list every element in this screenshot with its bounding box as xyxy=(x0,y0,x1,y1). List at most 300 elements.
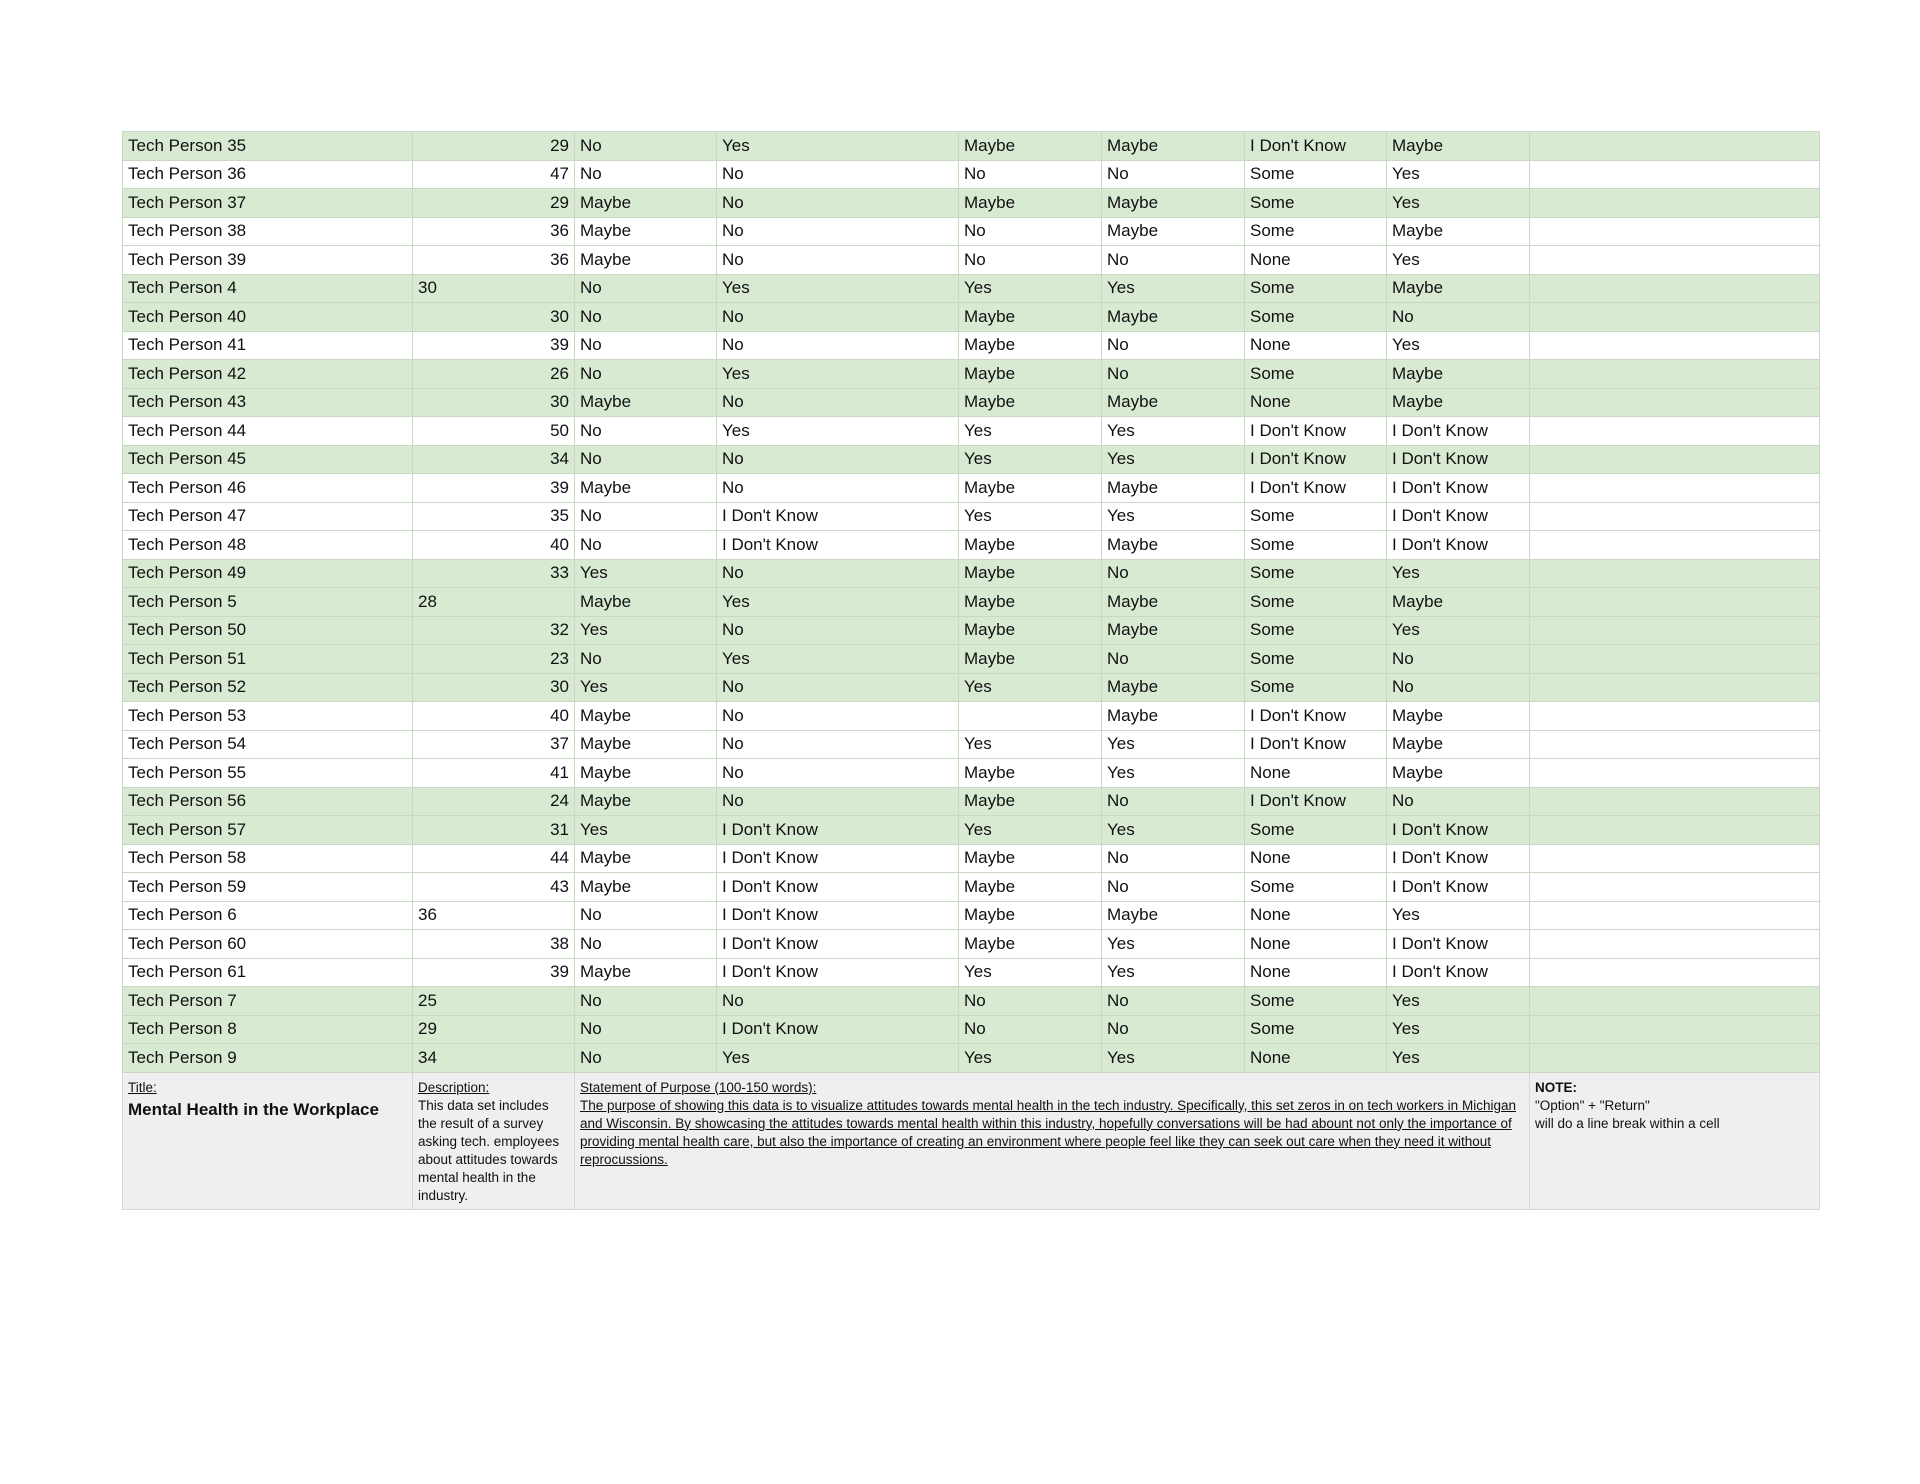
response-cell-6[interactable]: I Don't Know xyxy=(1387,417,1530,446)
response-cell-1[interactable]: No xyxy=(575,417,717,446)
response-cell-4[interactable]: Maybe xyxy=(1102,217,1245,246)
name-cell[interactable]: Tech Person 48 xyxy=(123,531,413,560)
name-cell[interactable]: Tech Person 47 xyxy=(123,502,413,531)
name-cell[interactable]: Tech Person 35 xyxy=(123,132,413,161)
empty-cell[interactable] xyxy=(1530,559,1820,588)
response-cell-5[interactable]: Some xyxy=(1245,303,1387,332)
response-cell-1[interactable]: No xyxy=(575,645,717,674)
response-cell-2[interactable]: I Don't Know xyxy=(717,844,959,873)
name-cell[interactable]: Tech Person 43 xyxy=(123,388,413,417)
age-cell[interactable]: 28 xyxy=(413,588,575,617)
response-cell-3[interactable]: Yes xyxy=(959,502,1102,531)
response-cell-1[interactable]: Maybe xyxy=(575,246,717,275)
age-cell[interactable]: 25 xyxy=(413,987,575,1016)
name-cell[interactable]: Tech Person 42 xyxy=(123,360,413,389)
response-cell-2[interactable]: I Don't Know xyxy=(717,930,959,959)
empty-cell[interactable] xyxy=(1530,588,1820,617)
response-cell-4[interactable]: Maybe xyxy=(1102,474,1245,503)
empty-cell[interactable] xyxy=(1530,702,1820,731)
age-cell[interactable]: 36 xyxy=(413,901,575,930)
age-cell[interactable]: 39 xyxy=(413,474,575,503)
response-cell-2[interactable]: I Don't Know xyxy=(717,901,959,930)
age-cell[interactable]: 36 xyxy=(413,217,575,246)
response-cell-5[interactable]: I Don't Know xyxy=(1245,417,1387,446)
age-cell[interactable]: 30 xyxy=(413,274,575,303)
response-cell-4[interactable]: No xyxy=(1102,160,1245,189)
response-cell-5[interactable]: Some xyxy=(1245,274,1387,303)
name-cell[interactable]: Tech Person 6 xyxy=(123,901,413,930)
response-cell-3[interactable]: Maybe xyxy=(959,360,1102,389)
response-cell-6[interactable]: Yes xyxy=(1387,160,1530,189)
response-cell-1[interactable]: Maybe xyxy=(575,588,717,617)
name-cell[interactable]: Tech Person 57 xyxy=(123,816,413,845)
name-cell[interactable]: Tech Person 55 xyxy=(123,759,413,788)
name-cell[interactable]: Tech Person 59 xyxy=(123,873,413,902)
response-cell-5[interactable]: None xyxy=(1245,331,1387,360)
response-cell-4[interactable]: Yes xyxy=(1102,816,1245,845)
empty-cell[interactable] xyxy=(1530,958,1820,987)
response-cell-2[interactable]: I Don't Know xyxy=(717,958,959,987)
name-cell[interactable]: Tech Person 54 xyxy=(123,730,413,759)
response-cell-1[interactable]: Maybe xyxy=(575,474,717,503)
name-cell[interactable]: Tech Person 44 xyxy=(123,417,413,446)
response-cell-1[interactable]: No xyxy=(575,930,717,959)
response-cell-1[interactable]: Maybe xyxy=(575,730,717,759)
response-cell-2[interactable]: Yes xyxy=(717,645,959,674)
response-cell-2[interactable]: Yes xyxy=(717,274,959,303)
response-cell-3[interactable]: Yes xyxy=(959,673,1102,702)
name-cell[interactable]: Tech Person 52 xyxy=(123,673,413,702)
response-cell-2[interactable]: I Don't Know xyxy=(717,531,959,560)
response-cell-1[interactable]: Maybe xyxy=(575,787,717,816)
response-cell-4[interactable]: No xyxy=(1102,987,1245,1016)
response-cell-3[interactable]: No xyxy=(959,987,1102,1016)
response-cell-1[interactable]: Maybe xyxy=(575,388,717,417)
response-cell-1[interactable]: Yes xyxy=(575,559,717,588)
response-cell-6[interactable]: Yes xyxy=(1387,559,1530,588)
age-cell[interactable]: 41 xyxy=(413,759,575,788)
response-cell-1[interactable]: No xyxy=(575,901,717,930)
response-cell-5[interactable]: Some xyxy=(1245,559,1387,588)
response-cell-2[interactable]: Yes xyxy=(717,360,959,389)
empty-cell[interactable] xyxy=(1530,1015,1820,1044)
empty-cell[interactable] xyxy=(1530,844,1820,873)
response-cell-1[interactable]: No xyxy=(575,303,717,332)
response-cell-2[interactable]: No xyxy=(717,787,959,816)
response-cell-5[interactable]: Some xyxy=(1245,673,1387,702)
name-cell[interactable]: Tech Person 9 xyxy=(123,1044,413,1073)
response-cell-6[interactable]: Yes xyxy=(1387,246,1530,275)
name-cell[interactable]: Tech Person 38 xyxy=(123,217,413,246)
name-cell[interactable]: Tech Person 8 xyxy=(123,1015,413,1044)
response-cell-6[interactable]: I Don't Know xyxy=(1387,930,1530,959)
response-cell-2[interactable]: Yes xyxy=(717,417,959,446)
response-cell-1[interactable]: No xyxy=(575,1015,717,1044)
response-cell-2[interactable]: No xyxy=(717,702,959,731)
empty-cell[interactable] xyxy=(1530,816,1820,845)
age-cell[interactable]: 31 xyxy=(413,816,575,845)
response-cell-3[interactable]: Yes xyxy=(959,445,1102,474)
response-cell-5[interactable]: Some xyxy=(1245,816,1387,845)
response-cell-2[interactable]: No xyxy=(717,217,959,246)
response-cell-1[interactable]: No xyxy=(575,1044,717,1073)
response-cell-4[interactable]: Yes xyxy=(1102,417,1245,446)
response-cell-4[interactable]: No xyxy=(1102,787,1245,816)
name-cell[interactable]: Tech Person 4 xyxy=(123,274,413,303)
age-cell[interactable]: 30 xyxy=(413,673,575,702)
response-cell-5[interactable]: None xyxy=(1245,1044,1387,1073)
age-cell[interactable]: 30 xyxy=(413,303,575,332)
age-cell[interactable]: 34 xyxy=(413,445,575,474)
age-cell[interactable]: 26 xyxy=(413,360,575,389)
age-cell[interactable]: 37 xyxy=(413,730,575,759)
response-cell-2[interactable]: No xyxy=(717,759,959,788)
empty-cell[interactable] xyxy=(1530,217,1820,246)
response-cell-6[interactable]: I Don't Know xyxy=(1387,958,1530,987)
response-cell-2[interactable]: I Don't Know xyxy=(717,873,959,902)
response-cell-2[interactable]: Yes xyxy=(717,1044,959,1073)
response-cell-4[interactable]: Maybe xyxy=(1102,616,1245,645)
response-cell-1[interactable]: No xyxy=(575,132,717,161)
response-cell-6[interactable]: I Don't Know xyxy=(1387,531,1530,560)
empty-cell[interactable] xyxy=(1530,873,1820,902)
response-cell-1[interactable]: Yes xyxy=(575,673,717,702)
response-cell-2[interactable]: No xyxy=(717,616,959,645)
response-cell-6[interactable]: Maybe xyxy=(1387,388,1530,417)
response-cell-3[interactable]: Maybe xyxy=(959,474,1102,503)
response-cell-1[interactable]: Yes xyxy=(575,616,717,645)
response-cell-6[interactable]: Maybe xyxy=(1387,730,1530,759)
response-cell-2[interactable]: No xyxy=(717,559,959,588)
response-cell-6[interactable]: Maybe xyxy=(1387,132,1530,161)
response-cell-4[interactable]: Yes xyxy=(1102,730,1245,759)
response-cell-6[interactable]: Maybe xyxy=(1387,360,1530,389)
response-cell-3[interactable]: Yes xyxy=(959,958,1102,987)
response-cell-5[interactable]: Some xyxy=(1245,616,1387,645)
empty-cell[interactable] xyxy=(1530,531,1820,560)
response-cell-6[interactable]: Yes xyxy=(1387,1044,1530,1073)
response-cell-5[interactable]: None xyxy=(1245,388,1387,417)
response-cell-4[interactable]: Yes xyxy=(1102,930,1245,959)
response-cell-3[interactable]: Yes xyxy=(959,417,1102,446)
response-cell-1[interactable]: Maybe xyxy=(575,759,717,788)
response-cell-5[interactable]: None xyxy=(1245,759,1387,788)
response-cell-4[interactable]: Maybe xyxy=(1102,132,1245,161)
age-cell[interactable]: 43 xyxy=(413,873,575,902)
response-cell-2[interactable]: No xyxy=(717,445,959,474)
purpose-cell[interactable] xyxy=(575,1072,1530,1209)
empty-cell[interactable] xyxy=(1530,132,1820,161)
response-cell-2[interactable]: No xyxy=(717,246,959,275)
age-cell[interactable]: 35 xyxy=(413,502,575,531)
response-cell-1[interactable]: No xyxy=(575,987,717,1016)
empty-cell[interactable] xyxy=(1530,645,1820,674)
empty-cell[interactable] xyxy=(1530,274,1820,303)
response-cell-3[interactable]: Yes xyxy=(959,274,1102,303)
response-cell-6[interactable]: No xyxy=(1387,787,1530,816)
title-cell[interactable] xyxy=(123,1072,413,1209)
response-cell-3[interactable]: Maybe xyxy=(959,930,1102,959)
note-cell[interactable] xyxy=(1530,1072,1820,1209)
response-cell-6[interactable]: No xyxy=(1387,303,1530,332)
name-cell[interactable]: Tech Person 58 xyxy=(123,844,413,873)
response-cell-2[interactable]: No xyxy=(717,474,959,503)
age-cell[interactable]: 24 xyxy=(413,787,575,816)
response-cell-1[interactable]: Maybe xyxy=(575,844,717,873)
empty-cell[interactable] xyxy=(1530,160,1820,189)
response-cell-3[interactable]: No xyxy=(959,160,1102,189)
response-cell-1[interactable]: Yes xyxy=(575,816,717,845)
response-cell-3[interactable]: Yes xyxy=(959,816,1102,845)
empty-cell[interactable] xyxy=(1530,987,1820,1016)
response-cell-5[interactable]: I Don't Know xyxy=(1245,730,1387,759)
name-cell[interactable]: Tech Person 53 xyxy=(123,702,413,731)
response-cell-5[interactable]: None xyxy=(1245,246,1387,275)
empty-cell[interactable] xyxy=(1530,445,1820,474)
response-cell-5[interactable]: Some xyxy=(1245,987,1387,1016)
response-cell-5[interactable]: Some xyxy=(1245,217,1387,246)
empty-cell[interactable] xyxy=(1530,673,1820,702)
response-cell-6[interactable]: I Don't Know xyxy=(1387,502,1530,531)
response-cell-2[interactable]: Yes xyxy=(717,588,959,617)
empty-cell[interactable] xyxy=(1530,730,1820,759)
response-cell-3[interactable]: Maybe xyxy=(959,759,1102,788)
name-cell[interactable]: Tech Person 5 xyxy=(123,588,413,617)
response-cell-5[interactable]: I Don't Know xyxy=(1245,787,1387,816)
response-cell-3[interactable]: Maybe xyxy=(959,588,1102,617)
response-cell-4[interactable]: Maybe xyxy=(1102,388,1245,417)
response-cell-3[interactable]: Maybe xyxy=(959,873,1102,902)
name-cell[interactable]: Tech Person 56 xyxy=(123,787,413,816)
response-cell-6[interactable]: Yes xyxy=(1387,901,1530,930)
age-cell[interactable]: 38 xyxy=(413,930,575,959)
response-cell-6[interactable]: Maybe xyxy=(1387,759,1530,788)
response-cell-4[interactable]: Maybe xyxy=(1102,702,1245,731)
age-cell[interactable]: 39 xyxy=(413,958,575,987)
response-cell-6[interactable]: Yes xyxy=(1387,1015,1530,1044)
response-cell-4[interactable]: No xyxy=(1102,844,1245,873)
response-cell-3[interactable]: Maybe xyxy=(959,901,1102,930)
response-cell-1[interactable]: No xyxy=(575,331,717,360)
age-cell[interactable]: 32 xyxy=(413,616,575,645)
response-cell-4[interactable]: No xyxy=(1102,246,1245,275)
response-cell-5[interactable]: I Don't Know xyxy=(1245,702,1387,731)
name-cell[interactable]: Tech Person 7 xyxy=(123,987,413,1016)
name-cell[interactable]: Tech Person 46 xyxy=(123,474,413,503)
age-cell[interactable]: 23 xyxy=(413,645,575,674)
response-cell-1[interactable]: Maybe xyxy=(575,217,717,246)
response-cell-6[interactable]: Yes xyxy=(1387,987,1530,1016)
response-cell-2[interactable]: I Don't Know xyxy=(717,816,959,845)
response-cell-5[interactable]: I Don't Know xyxy=(1245,132,1387,161)
response-cell-2[interactable]: No xyxy=(717,331,959,360)
name-cell[interactable]: Tech Person 51 xyxy=(123,645,413,674)
response-cell-6[interactable]: Maybe xyxy=(1387,588,1530,617)
response-cell-1[interactable]: No xyxy=(575,445,717,474)
empty-cell[interactable] xyxy=(1530,417,1820,446)
name-cell[interactable]: Tech Person 39 xyxy=(123,246,413,275)
age-cell[interactable]: 29 xyxy=(413,1015,575,1044)
empty-cell[interactable] xyxy=(1530,901,1820,930)
name-cell[interactable]: Tech Person 61 xyxy=(123,958,413,987)
response-cell-3[interactable]: Maybe xyxy=(959,132,1102,161)
response-cell-1[interactable]: Maybe xyxy=(575,873,717,902)
response-cell-1[interactable]: Maybe xyxy=(575,702,717,731)
response-cell-6[interactable]: No xyxy=(1387,645,1530,674)
response-cell-3[interactable]: Maybe xyxy=(959,531,1102,560)
name-cell[interactable]: Tech Person 40 xyxy=(123,303,413,332)
empty-cell[interactable] xyxy=(1530,616,1820,645)
age-cell[interactable]: 50 xyxy=(413,417,575,446)
response-cell-6[interactable]: Yes xyxy=(1387,331,1530,360)
empty-cell[interactable] xyxy=(1530,1044,1820,1073)
response-cell-3[interactable] xyxy=(959,702,1102,731)
age-cell[interactable]: 39 xyxy=(413,331,575,360)
empty-cell[interactable] xyxy=(1530,502,1820,531)
response-cell-5[interactable]: Some xyxy=(1245,360,1387,389)
response-cell-3[interactable]: Maybe xyxy=(959,616,1102,645)
response-cell-3[interactable]: Maybe xyxy=(959,559,1102,588)
response-cell-2[interactable]: I Don't Know xyxy=(717,1015,959,1044)
response-cell-6[interactable]: I Don't Know xyxy=(1387,873,1530,902)
response-cell-3[interactable]: No xyxy=(959,217,1102,246)
age-cell[interactable]: 44 xyxy=(413,844,575,873)
response-cell-4[interactable]: Yes xyxy=(1102,445,1245,474)
response-cell-6[interactable]: I Don't Know xyxy=(1387,844,1530,873)
response-cell-3[interactable]: Maybe xyxy=(959,331,1102,360)
response-cell-5[interactable]: I Don't Know xyxy=(1245,474,1387,503)
age-cell[interactable]: 47 xyxy=(413,160,575,189)
age-cell[interactable]: 29 xyxy=(413,189,575,218)
response-cell-4[interactable]: Maybe xyxy=(1102,588,1245,617)
empty-cell[interactable] xyxy=(1530,787,1820,816)
response-cell-2[interactable]: No xyxy=(717,303,959,332)
response-cell-4[interactable]: Yes xyxy=(1102,274,1245,303)
response-cell-4[interactable]: No xyxy=(1102,1015,1245,1044)
name-cell[interactable]: Tech Person 37 xyxy=(123,189,413,218)
response-cell-4[interactable]: Maybe xyxy=(1102,303,1245,332)
response-cell-1[interactable]: Maybe xyxy=(575,958,717,987)
response-cell-3[interactable]: Maybe xyxy=(959,303,1102,332)
response-cell-4[interactable]: Yes xyxy=(1102,502,1245,531)
description-cell[interactable] xyxy=(413,1072,575,1209)
name-cell[interactable]: Tech Person 41 xyxy=(123,331,413,360)
response-cell-4[interactable]: Maybe xyxy=(1102,531,1245,560)
response-cell-1[interactable]: No xyxy=(575,531,717,560)
response-cell-3[interactable]: Yes xyxy=(959,1044,1102,1073)
response-cell-5[interactable]: Some xyxy=(1245,502,1387,531)
response-cell-5[interactable]: None xyxy=(1245,958,1387,987)
empty-cell[interactable] xyxy=(1530,360,1820,389)
name-cell[interactable]: Tech Person 36 xyxy=(123,160,413,189)
name-cell[interactable]: Tech Person 49 xyxy=(123,559,413,588)
age-cell[interactable]: 34 xyxy=(413,1044,575,1073)
response-cell-4[interactable]: Yes xyxy=(1102,759,1245,788)
response-cell-3[interactable]: Maybe xyxy=(959,787,1102,816)
response-cell-2[interactable]: No xyxy=(717,388,959,417)
response-cell-3[interactable]: No xyxy=(959,246,1102,275)
response-cell-3[interactable]: Maybe xyxy=(959,645,1102,674)
response-cell-4[interactable]: Maybe xyxy=(1102,901,1245,930)
response-cell-6[interactable]: I Don't Know xyxy=(1387,816,1530,845)
response-cell-3[interactable]: Maybe xyxy=(959,189,1102,218)
response-cell-4[interactable]: Yes xyxy=(1102,958,1245,987)
response-cell-3[interactable]: Maybe xyxy=(959,844,1102,873)
response-cell-4[interactable]: No xyxy=(1102,331,1245,360)
age-cell[interactable]: 40 xyxy=(413,702,575,731)
empty-cell[interactable] xyxy=(1530,189,1820,218)
empty-cell[interactable] xyxy=(1530,331,1820,360)
response-cell-3[interactable]: Maybe xyxy=(959,388,1102,417)
response-cell-2[interactable]: No xyxy=(717,160,959,189)
response-cell-3[interactable]: Yes xyxy=(959,730,1102,759)
response-cell-4[interactable]: Maybe xyxy=(1102,673,1245,702)
response-cell-4[interactable]: Maybe xyxy=(1102,189,1245,218)
response-cell-4[interactable]: No xyxy=(1102,645,1245,674)
empty-cell[interactable] xyxy=(1530,930,1820,959)
name-cell[interactable]: Tech Person 45 xyxy=(123,445,413,474)
response-cell-5[interactable]: Some xyxy=(1245,1015,1387,1044)
response-cell-2[interactable]: No xyxy=(717,987,959,1016)
response-cell-1[interactable]: Maybe xyxy=(575,189,717,218)
response-cell-5[interactable]: Some xyxy=(1245,873,1387,902)
response-cell-6[interactable]: Maybe xyxy=(1387,702,1530,731)
empty-cell[interactable] xyxy=(1530,759,1820,788)
response-cell-5[interactable]: Some xyxy=(1245,189,1387,218)
age-cell[interactable]: 36 xyxy=(413,246,575,275)
response-cell-2[interactable]: Yes xyxy=(717,132,959,161)
response-cell-4[interactable]: Yes xyxy=(1102,1044,1245,1073)
age-cell[interactable]: 33 xyxy=(413,559,575,588)
response-cell-2[interactable]: No xyxy=(717,730,959,759)
response-cell-5[interactable]: Some xyxy=(1245,160,1387,189)
response-cell-5[interactable]: Some xyxy=(1245,645,1387,674)
response-cell-6[interactable]: Yes xyxy=(1387,616,1530,645)
response-cell-1[interactable]: No xyxy=(575,160,717,189)
response-cell-1[interactable]: No xyxy=(575,502,717,531)
response-cell-5[interactable]: I Don't Know xyxy=(1245,445,1387,474)
response-cell-5[interactable]: None xyxy=(1245,930,1387,959)
response-cell-4[interactable]: No xyxy=(1102,360,1245,389)
response-cell-2[interactable]: I Don't Know xyxy=(717,502,959,531)
name-cell[interactable]: Tech Person 50 xyxy=(123,616,413,645)
response-cell-6[interactable]: No xyxy=(1387,673,1530,702)
age-cell[interactable]: 40 xyxy=(413,531,575,560)
response-cell-4[interactable]: No xyxy=(1102,873,1245,902)
response-cell-6[interactable]: I Don't Know xyxy=(1387,474,1530,503)
response-cell-5[interactable]: Some xyxy=(1245,531,1387,560)
response-cell-6[interactable]: I Don't Know xyxy=(1387,445,1530,474)
response-cell-5[interactable]: None xyxy=(1245,844,1387,873)
response-cell-6[interactable]: Maybe xyxy=(1387,274,1530,303)
response-cell-2[interactable]: No xyxy=(717,189,959,218)
name-cell[interactable]: Tech Person 60 xyxy=(123,930,413,959)
response-cell-1[interactable]: No xyxy=(575,360,717,389)
age-cell[interactable]: 29 xyxy=(413,132,575,161)
response-cell-3[interactable]: No xyxy=(959,1015,1102,1044)
empty-cell[interactable] xyxy=(1530,303,1820,332)
response-cell-5[interactable]: Some xyxy=(1245,588,1387,617)
response-cell-4[interactable]: No xyxy=(1102,559,1245,588)
response-cell-6[interactable]: Maybe xyxy=(1387,217,1530,246)
empty-cell[interactable] xyxy=(1530,246,1820,275)
empty-cell[interactable] xyxy=(1530,388,1820,417)
age-cell[interactable]: 30 xyxy=(413,388,575,417)
response-cell-5[interactable]: None xyxy=(1245,901,1387,930)
empty-cell[interactable] xyxy=(1530,474,1820,503)
response-cell-6[interactable]: Yes xyxy=(1387,189,1530,218)
response-cell-1[interactable]: No xyxy=(575,274,717,303)
